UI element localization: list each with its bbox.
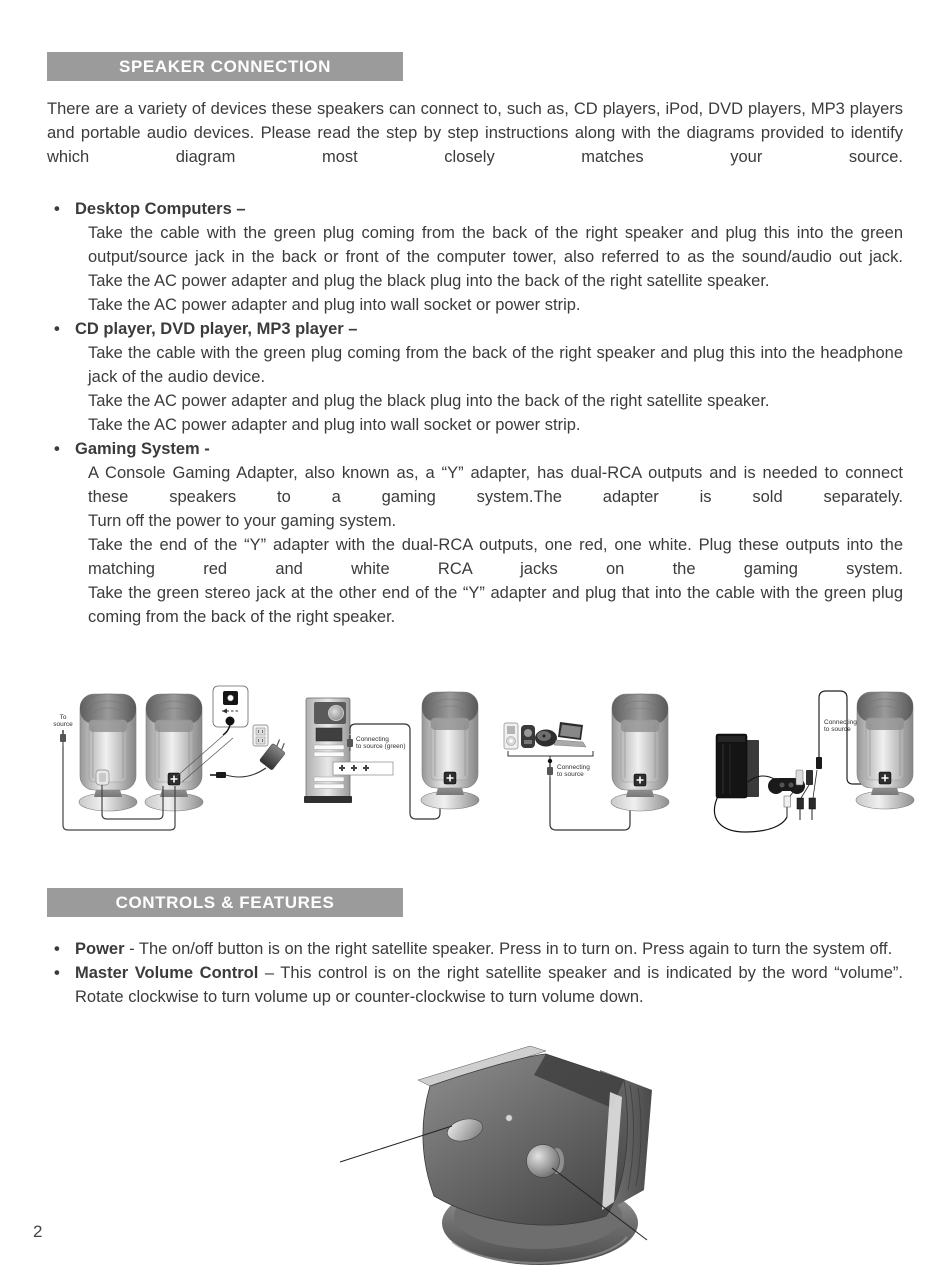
- speaker-jack: [444, 772, 456, 784]
- power-jack-inset: [213, 686, 248, 735]
- speaker: [611, 694, 669, 811]
- bullet-gaming-system: [47, 437, 903, 629]
- dc-plug-icon: [216, 772, 226, 778]
- svg-text:source: source: [53, 721, 73, 728]
- bullet-paragraph: A Console Gaming Adapter, also known as, a “Y” adapter, has dual-RCA outputs and is needed to connect these speakers to a gaming system.The adapter is sold separately.: [88, 464, 903, 506]
- bullet-icon: •: [54, 200, 60, 218]
- bullet-paragraph: [75, 961, 903, 1009]
- diagram-portable-devices: [504, 694, 669, 830]
- connecting-green-label: Connecting: [356, 736, 389, 743]
- bullet-paragraph: Take the AC power adapter and plug the black plug into the back of the right satellite speaker.: [88, 272, 770, 290]
- bullet-power: [47, 937, 903, 961]
- rca-plugs: [784, 796, 816, 820]
- diagram-gaming-console: [714, 691, 914, 832]
- volume-knob: [527, 1145, 560, 1178]
- power-plug-icon: [226, 717, 235, 726]
- bullet-master-volume: [47, 961, 903, 1009]
- svg-text:to source (green): to source (green): [356, 743, 406, 750]
- speaker-jack: [879, 772, 891, 784]
- bracket-node: [548, 759, 552, 763]
- game-console-icon: [716, 734, 747, 798]
- bullet-paragraph: Take the green stereo jack at the other end of the “Y” adapter and plug that into the cable with the green plug coming from the back of the right speaker.: [88, 584, 903, 626]
- bullet-desktop-computers: [47, 197, 903, 317]
- cd-player-icon: [535, 730, 557, 747]
- source-plug-icon: [60, 730, 66, 746]
- to-source-label: To: [59, 714, 67, 721]
- source-plug-icon: [547, 763, 553, 779]
- intro-paragraph: There are a variety of devices these speakers can connect to, such as, CD players, iPod, DVD players, MP3 players and portable audio devices. Please read the step by step instructions along with the diagrams provided to identify which diagram most closely matches your source.: [47, 100, 903, 166]
- connecting-label: Connecting: [557, 764, 590, 771]
- speaker-controls-illustration: [300, 1040, 700, 1275]
- controls-features-title: CONTROLS & FEATURES: [115, 892, 335, 912]
- controls-features-header-bar: [47, 888, 403, 917]
- diagram-desktop-speakers: [53, 686, 290, 830]
- ipod-icon: [504, 723, 518, 749]
- bullet-paragraph: Turn off the power to your gaming system.: [88, 512, 397, 530]
- bullet-paragraph: Take the cable with the green plug coming from the back of the right speaker and plug this into the green output/source jack in the back or front of the computer tower, also referred to as the sound/audio out jack.: [88, 224, 903, 266]
- laptop-icon: [554, 722, 586, 747]
- speaker-connection-header-bar: [47, 52, 403, 81]
- bullet-paragraph: Take the AC power adapter and plug into wall socket or power strip.: [88, 296, 581, 314]
- bullet-heading: Gaming System -: [75, 440, 210, 458]
- left-speaker: [79, 694, 137, 811]
- page-number: 2: [33, 1222, 43, 1241]
- adapter-cable: [226, 768, 266, 777]
- bullet-paragraph: [75, 937, 903, 961]
- speaker: [421, 692, 479, 809]
- speaker: [856, 692, 914, 809]
- bullet-paragraph: Take the end of the “Y” adapter with the dual-RCA outputs, one red, one white. Plug these outputs into the matching red and white RCA jacks on the gaming system.: [88, 536, 903, 578]
- bullet-cd-dvd-mp3: [47, 317, 903, 437]
- controls-features-list: [47, 937, 903, 1009]
- bullet-paragraph: Take the cable with the green plug coming from the back of the right speaker and plug this into the headphone jack of the audio device.: [88, 344, 903, 386]
- volume-text: – This control is on the right satellite speaker and is indicated by the word “volume”. Rotate clockwise to turn volume up or counter-clockwise to turn volume down.: [75, 964, 903, 1006]
- bullet-paragraph: Take the AC power adapter and plug the black plug into the back of the right satellite speaker.: [88, 392, 770, 410]
- speaker-connection-title: SPEAKER CONNECTION: [119, 56, 331, 76]
- bullet-heading: Desktop Computers –: [75, 200, 246, 218]
- bullet-heading: CD player, DVD player, MP3 player –: [75, 320, 358, 338]
- right-speaker: [145, 694, 203, 811]
- computer-tower: [304, 698, 352, 803]
- bullet-paragraph: Take the AC power adapter and plug into wall socket or power strip.: [88, 416, 581, 434]
- power-lead: Power: [75, 940, 125, 958]
- console-cable: [714, 796, 787, 832]
- console-back-slab: [746, 740, 759, 797]
- speaker-jack: [634, 774, 646, 786]
- svg-text:to source: to source: [824, 726, 851, 733]
- jack-panel-callout: [333, 762, 393, 775]
- connection-diagrams: [30, 678, 930, 856]
- bullet-icon: •: [54, 964, 60, 982]
- bullet-icon: •: [54, 940, 60, 958]
- devices-bracket: [508, 751, 593, 759]
- volume-lead: Master Volume Control: [75, 964, 259, 982]
- bullet-icon: •: [54, 440, 60, 458]
- svg-text:to source: to source: [557, 771, 584, 778]
- bullet-icon: •: [54, 320, 60, 338]
- wall-outlet-icon: [253, 725, 268, 746]
- left-speaker-port: [96, 770, 109, 785]
- speaker-connection-list: [47, 197, 903, 629]
- mp3-player-icon: [521, 725, 535, 748]
- diagram-computer: [304, 692, 479, 819]
- power-text: - The on/off button is on the right satellite speaker. Press in to turn on. Press again to turn the system off.: [124, 940, 893, 958]
- connecting-label: Connecting: [824, 719, 857, 726]
- power-led: [506, 1115, 512, 1121]
